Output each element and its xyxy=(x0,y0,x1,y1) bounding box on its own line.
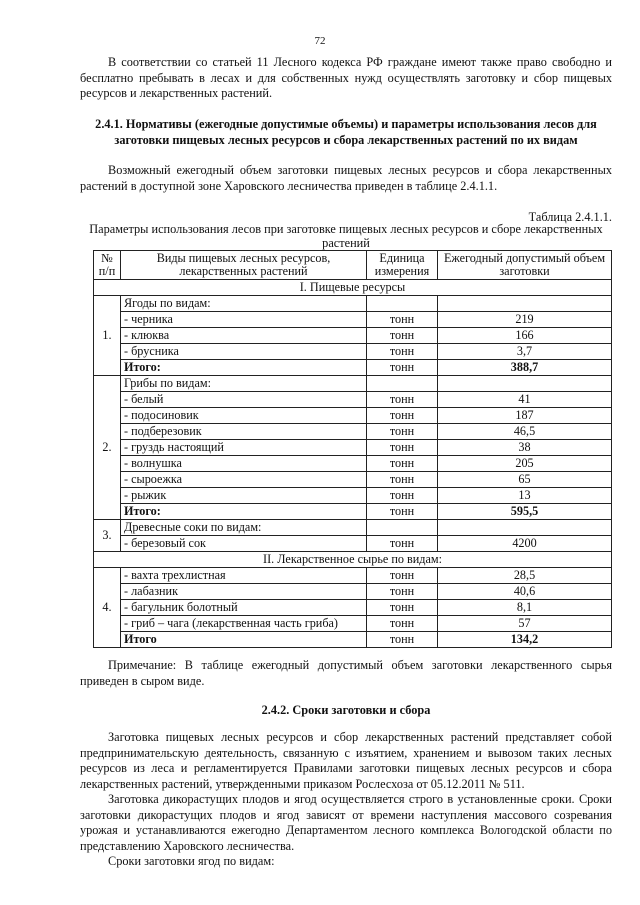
unit-cell: тонн xyxy=(367,584,438,600)
resource-name: - брусника xyxy=(121,344,367,360)
section-medicinal: II. Лекарственное сырье по видам: xyxy=(94,552,612,568)
resources-table xyxy=(93,250,612,648)
resource-name: - лабазник xyxy=(121,584,367,600)
section-242-paragraph-3: Сроки заготовки ягод по видам: xyxy=(108,854,275,868)
table-row xyxy=(94,616,612,632)
unit-cell: тонн xyxy=(367,632,438,648)
resource-name: - гриб – чага (лекарственная часть гриба) xyxy=(121,616,367,632)
table-section-row xyxy=(94,552,612,568)
table-row xyxy=(94,312,612,328)
table-row xyxy=(94,376,612,392)
resource-name: - березовый сок xyxy=(121,536,367,552)
volume-cell: 4200 xyxy=(438,536,612,552)
total-row xyxy=(94,632,612,648)
table-row xyxy=(94,296,612,312)
resource-name: - волнушка xyxy=(121,456,367,472)
table-section-row xyxy=(94,280,612,296)
resource-name: - клюква xyxy=(121,328,367,344)
volume-cell: 46,5 xyxy=(438,424,612,440)
unit-cell: тонн xyxy=(367,360,438,376)
volume-cell: 187 xyxy=(438,408,612,424)
table-row xyxy=(94,536,612,552)
total-label: Итого: xyxy=(121,504,367,520)
table-row xyxy=(94,584,612,600)
volume-cell: 28,5 xyxy=(438,568,612,584)
total-volume: 388,7 xyxy=(438,360,612,376)
volume-cell: 219 xyxy=(438,312,612,328)
table-row xyxy=(94,408,612,424)
volume-cell: 8,1 xyxy=(438,600,612,616)
group-number: 4. xyxy=(94,568,121,648)
group-number: 1. xyxy=(94,296,121,376)
header-num: № п/п xyxy=(94,251,121,280)
resource-name: - белый xyxy=(121,392,367,408)
volume-cell: 57 xyxy=(438,616,612,632)
unit-cell: тонн xyxy=(367,344,438,360)
resource-name: - багульник болотный xyxy=(121,600,367,616)
table-row xyxy=(94,600,612,616)
resource-name: - подберезовик xyxy=(121,424,367,440)
table-row xyxy=(94,424,612,440)
volume-cell: 41 xyxy=(438,392,612,408)
section-241-heading: 2.4.1. Нормативы (ежегодные допустимые объемы) и параметры использования лесов для заготовки пищевых лесных ресурсов и сбора лекарственных растений по их видам xyxy=(95,117,597,147)
intro-paragraph: В соответствии со статьей 11 Лесного кодекса РФ граждане имеют также право свободно и бесплатно пребывать в лесах и для собственных нужд осуществлять заготовку и сбор пищевых ресурсов и лекарственных растений. xyxy=(80,55,612,100)
volume-cell: 40,6 xyxy=(438,584,612,600)
volume-cell: 3,7 xyxy=(438,344,612,360)
table-row xyxy=(94,520,612,536)
unit-cell: тонн xyxy=(367,616,438,632)
resource-name: - сыроежка xyxy=(121,472,367,488)
unit-cell: тонн xyxy=(367,408,438,424)
table-row xyxy=(94,328,612,344)
unit-cell: тонн xyxy=(367,536,438,552)
total-label: Итого: xyxy=(121,360,367,376)
resource-name: - рыжик xyxy=(121,488,367,504)
section-242-heading: 2.4.2. Сроки заготовки и сбора xyxy=(261,703,431,717)
resource-name: - подосиновик xyxy=(121,408,367,424)
group-number: 3. xyxy=(94,520,121,552)
unit-cell: тонн xyxy=(367,424,438,440)
section-241-text: Возможный ежегодный объем заготовки пищевых лесных ресурсов и сбора лекарственных растений в доступной зоне Харовского лесничества приведен в таблице 2.4.1.1. xyxy=(80,163,612,193)
total-label: Итого xyxy=(121,632,367,648)
table-note: Примечание: В таблице ежегодный допустимый объем заготовки лекарственного сырья приведен в сыром виде. xyxy=(80,658,612,688)
volume-cell: 38 xyxy=(438,440,612,456)
section-242-paragraph-1: Заготовка пищевых лесных ресурсов и сбор лекарственных растений представляет собой предпринимательскую деятельность, связанную с изъятием, хранением и вывозом таких лесных ресурсов из леса и регламентируется Правилами заготовки пищевых лесных ресурсов и сбора лекарственных растений, утвержденными приказом Рослесхоза от 05.12.2011 № 511. xyxy=(80,730,612,791)
unit-cell: тонн xyxy=(367,328,438,344)
page-number: 72 xyxy=(314,35,326,47)
table-row xyxy=(94,344,612,360)
resource-name: - черника xyxy=(121,312,367,328)
unit-cell: тонн xyxy=(367,600,438,616)
unit-cell: тонн xyxy=(367,568,438,584)
unit-cell: тонн xyxy=(367,456,438,472)
table-row xyxy=(94,472,612,488)
header-name: Виды пищевых лесных ресурсов, лекарственных растений xyxy=(121,251,367,280)
volume-cell: 205 xyxy=(438,456,612,472)
table-row xyxy=(94,456,612,472)
unit-cell: тонн xyxy=(367,312,438,328)
total-volume: 134,2 xyxy=(438,632,612,648)
section-242-paragraph-2: Заготовка дикорастущих плодов и ягод осуществляется строго в установленные сроки. Сроки заготовки дикорастущих плодов и ягод зависят от времени наступления массового созревания урожая и устанавливаются ежегодно Департаментом лесного комплекса Вологодской области по представлению Харовского лесничества. xyxy=(80,792,612,853)
table-header-row xyxy=(94,251,612,280)
volume-cell: 13 xyxy=(438,488,612,504)
volume-cell: 65 xyxy=(438,472,612,488)
table-row xyxy=(94,488,612,504)
unit-cell: тонн xyxy=(367,504,438,520)
table-row xyxy=(94,392,612,408)
total-volume: 595,5 xyxy=(438,504,612,520)
volume-cell: 166 xyxy=(438,328,612,344)
table-label: Таблица 2.4.1.1. xyxy=(528,210,612,224)
unit-cell: тонн xyxy=(367,392,438,408)
table-row xyxy=(94,440,612,456)
table-caption: Параметры использования лесов при заготовке пищевых лесных ресурсов и сборе лекарственных растений xyxy=(89,222,603,250)
group-title: Древесные соки по видам: xyxy=(121,520,367,536)
total-row xyxy=(94,360,612,376)
resource-name: - вахта трехлистная xyxy=(121,568,367,584)
header-volume: Ежегодный допустимый объем заготовки xyxy=(438,251,612,280)
table-row xyxy=(94,568,612,584)
unit-cell: тонн xyxy=(367,472,438,488)
unit-cell: тонн xyxy=(367,488,438,504)
section-food: I. Пищевые ресурсы xyxy=(94,280,612,296)
group-number: 2. xyxy=(94,376,121,520)
group-title: Ягоды по видам: xyxy=(121,296,367,312)
unit-cell: тонн xyxy=(367,440,438,456)
header-unit: Единица измерения xyxy=(367,251,438,280)
resource-name: - груздь настоящий xyxy=(121,440,367,456)
group-title: Грибы по видам: xyxy=(121,376,367,392)
total-row xyxy=(94,504,612,520)
